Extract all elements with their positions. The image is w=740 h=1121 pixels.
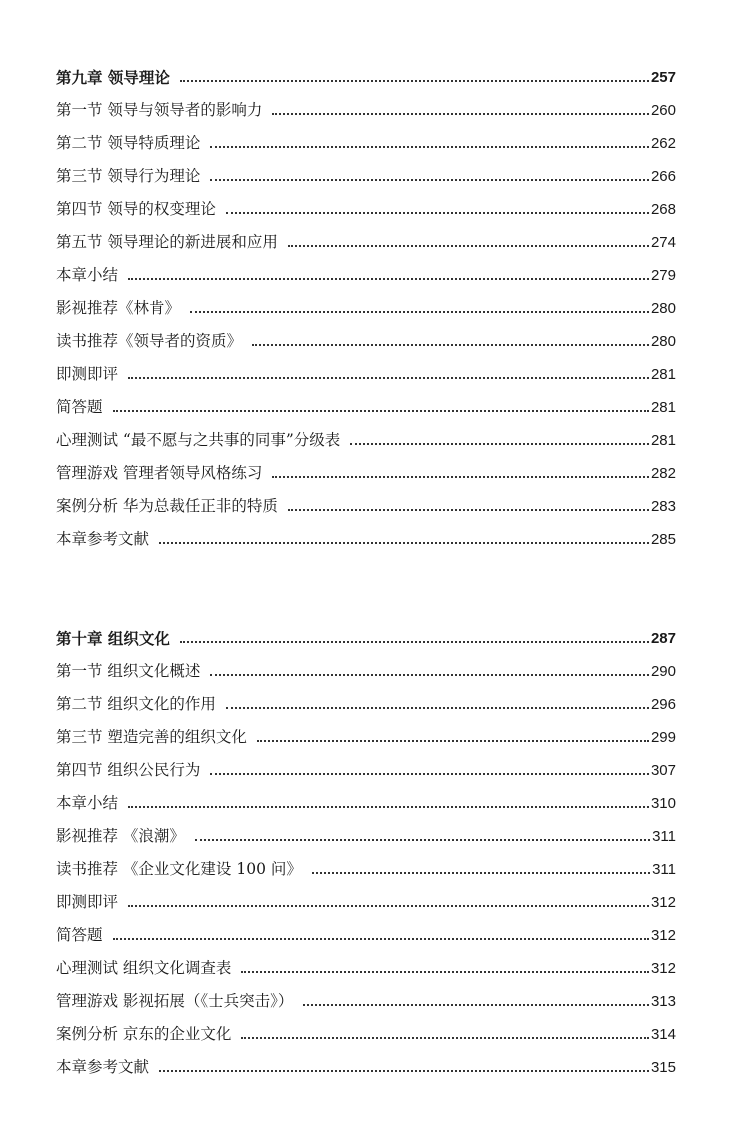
page-number: 280 [650, 333, 676, 350]
toc-entry[interactable] [56, 352, 676, 385]
toc-entry[interactable] [56, 946, 676, 979]
dot-leader [241, 1037, 649, 1039]
toc-entry[interactable] [56, 517, 676, 550]
page-number: 268 [650, 201, 676, 218]
entry-title: 读书推荐《领导者的资质》 [56, 331, 243, 350]
entry-title: 即测即评 [56, 892, 119, 911]
toc-entry[interactable] [56, 319, 676, 352]
dot-leader [288, 245, 649, 247]
page-number: 282 [650, 465, 676, 482]
entry-title: 案例分析 京东的企业文化 [56, 1024, 232, 1043]
dot-leader [190, 311, 649, 313]
entry-title: 本章参考文献 [56, 529, 150, 548]
entry-title: 即测即评 [56, 364, 119, 383]
dot-leader [252, 344, 649, 346]
dot-leader [303, 1004, 649, 1006]
dot-leader [210, 146, 649, 148]
dot-leader [241, 971, 649, 973]
dot-leader [210, 179, 649, 181]
page-number: 312 [650, 960, 676, 977]
page-number: 257 [650, 69, 676, 86]
toc-entry[interactable] [56, 286, 676, 319]
toc-entry[interactable] [56, 451, 676, 484]
entry-title: 心理测试 “最不愿与之共事的同事”分级表 [56, 430, 341, 449]
toc-entry[interactable] [56, 121, 676, 154]
entry-title: 简答题 [56, 925, 103, 944]
toc-entry[interactable] [56, 979, 676, 1012]
chapter-title: 第十章 组织文化 [56, 628, 170, 648]
entry-title: 简答题 [56, 397, 103, 416]
page-number: 287 [650, 630, 676, 647]
page-number: 307 [650, 762, 676, 779]
toc-entry[interactable] [56, 484, 676, 517]
toc-entry[interactable] [56, 913, 676, 946]
entry-title: 第三节 塑造完善的组织文化 [56, 727, 247, 746]
toc-entry[interactable] [56, 1012, 676, 1045]
entry-title: 案例分析 华为总裁任正非的特质 [56, 496, 278, 515]
toc-entry[interactable] [56, 715, 676, 748]
chapter-heading[interactable] [56, 616, 676, 649]
entry-title: 第三节 领导行为理论 [56, 166, 201, 185]
dot-leader [272, 113, 649, 115]
dot-leader [226, 212, 649, 214]
dot-leader [257, 740, 649, 742]
dot-leader [128, 377, 649, 379]
entry-title: 第四节 组织公民行为 [56, 760, 201, 779]
dot-leader [350, 443, 649, 445]
toc-entry[interactable] [56, 253, 676, 286]
chapter-9-toc [56, 55, 676, 550]
toc-entry[interactable] [56, 781, 676, 814]
page-number: 260 [650, 102, 676, 119]
entry-title: 第五节 领导理论的新进展和应用 [56, 232, 278, 251]
toc-entry[interactable] [56, 748, 676, 781]
entry-title: 影视推荐《林肯》 [56, 298, 181, 317]
dot-leader [159, 1070, 649, 1072]
entry-title: 第四节 领导的权变理论 [56, 199, 216, 218]
dot-leader [128, 278, 649, 280]
entry-title: 管理游戏 影视拓展（《士兵突击》） [56, 991, 294, 1010]
page-number: 290 [650, 663, 676, 680]
dot-leader [113, 938, 649, 940]
dot-leader [159, 542, 649, 544]
page-number: 312 [650, 927, 676, 944]
toc-entry[interactable] [56, 847, 676, 880]
page-number: 279 [650, 267, 676, 284]
toc-entry[interactable] [56, 418, 676, 451]
chapter-10-toc [56, 616, 676, 1078]
page-number: 315 [650, 1059, 676, 1076]
toc-entry[interactable] [56, 385, 676, 418]
toc-entry[interactable] [56, 220, 676, 253]
toc-entry[interactable] [56, 682, 676, 715]
dot-leader [312, 872, 650, 874]
page-number: 285 [650, 531, 676, 548]
toc-entry[interactable] [56, 814, 676, 847]
dot-leader [180, 641, 649, 643]
toc-entry[interactable] [56, 649, 676, 682]
page-number: 314 [650, 1026, 676, 1043]
entry-title: 本章参考文献 [56, 1057, 150, 1076]
page-number: 296 [650, 696, 676, 713]
entry-title: 心理测试 组织文化调查表 [56, 958, 232, 977]
toc-entry[interactable] [56, 187, 676, 220]
dot-leader [210, 773, 649, 775]
entry-title: 本章小结 [56, 793, 119, 812]
dot-leader [210, 674, 649, 676]
dot-leader [113, 410, 649, 412]
page-number: 281 [650, 366, 676, 383]
page-number: 274 [650, 234, 676, 251]
entry-title: 管理游戏 管理者领导风格练习 [56, 463, 263, 482]
toc-entry[interactable] [56, 154, 676, 187]
entry-title: 第一节 组织文化概述 [56, 661, 201, 680]
chapter-heading[interactable] [56, 55, 676, 88]
page-number: 266 [650, 168, 676, 185]
dot-leader [226, 707, 649, 709]
toc-entry[interactable] [56, 88, 676, 121]
page-number: 299 [650, 729, 676, 746]
dot-leader [128, 806, 649, 808]
dot-leader [288, 509, 649, 511]
dot-leader [195, 839, 650, 841]
page-number: 262 [650, 135, 676, 152]
page-number: 310 [650, 795, 676, 812]
entry-title: 影视推荐 《浪潮》 [56, 826, 185, 845]
dot-leader [180, 80, 649, 82]
entry-title: 第二节 领导特质理论 [56, 133, 201, 152]
page-number: 283 [650, 498, 676, 515]
page-number: 281 [650, 399, 676, 416]
page-number: 280 [650, 300, 676, 317]
entry-title: 本章小结 [56, 265, 119, 284]
entry-title: 第一节 领导与领导者的影响力 [56, 100, 263, 119]
entry-title: 第二节 组织文化的作用 [56, 694, 216, 713]
page-number: 313 [650, 993, 676, 1010]
toc-entry[interactable] [56, 880, 676, 913]
page-number: 311 [652, 828, 676, 845]
entry-title: 读书推荐 《企业文化建设 100 问》 [56, 859, 302, 878]
page-number: 311 [652, 861, 676, 878]
page-number: 281 [650, 432, 676, 449]
dot-leader [128, 905, 649, 907]
dot-leader [272, 476, 649, 478]
page-number: 312 [650, 894, 676, 911]
chapter-title: 第九章 领导理论 [56, 67, 170, 87]
toc-entry[interactable] [56, 1045, 676, 1078]
